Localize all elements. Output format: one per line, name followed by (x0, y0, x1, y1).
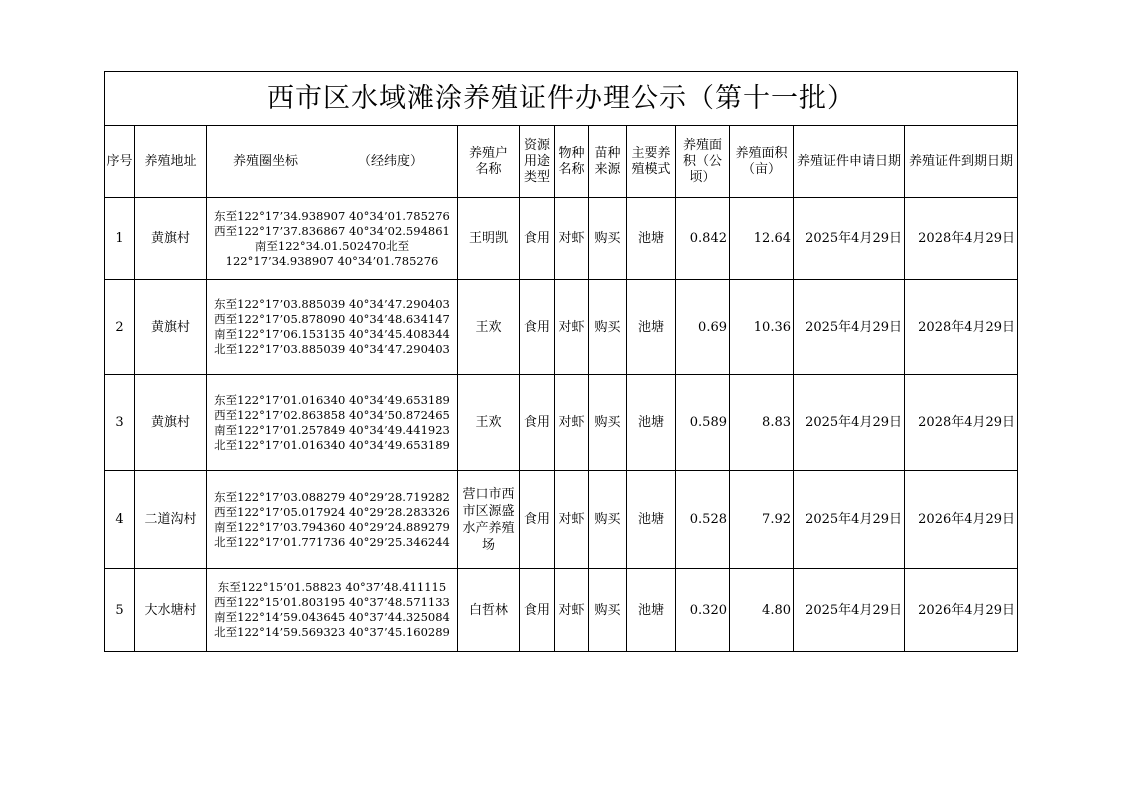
permit-table (104, 71, 1018, 652)
cell-address: 大水塘村 (135, 569, 207, 652)
cell-seq: 4 (105, 471, 135, 569)
coord-line: 东至122°17’34.938907 40°34’01.785276 (214, 208, 450, 223)
cell-seq: 2 (105, 280, 135, 375)
cell-area-ha: 0.528 (676, 471, 730, 569)
cell-address: 黄旗村 (135, 375, 207, 471)
header-coords-label: 养殖圈坐标 (233, 153, 299, 169)
cell-apply-date: 2025年4月29日 (794, 280, 905, 375)
cell-area-ha: 0.589 (676, 375, 730, 471)
coord-line: 南至122°34.01.502470北至 (254, 238, 410, 253)
cell-area-mu: 10.36 (730, 280, 794, 375)
cell-resource-use: 食用 (520, 280, 555, 375)
cell-species: 对虾 (555, 569, 589, 652)
coord-line: 北至122°17’01.016340 40°34’49.653189 (214, 437, 450, 452)
cell-seed-source: 购买 (589, 198, 627, 280)
header-coords-unit: （经纬度） (358, 153, 424, 169)
header-area-ha: 养殖面积（公顷） (676, 126, 730, 198)
cell-owner: 王欢 (458, 280, 520, 375)
cell-owner: 白哲林 (458, 569, 520, 652)
cell-area-mu: 4.80 (730, 569, 794, 652)
coord-line: 西至122°17’02.863858 40°34’50.872465 (214, 407, 450, 422)
header-species: 物种名称 (555, 126, 589, 198)
document-sheet (104, 71, 1017, 652)
cell-seed-source: 购买 (589, 375, 627, 471)
cell-seed-source: 购买 (589, 471, 627, 569)
header-apply-date: 养殖证件申请日期 (794, 126, 905, 198)
cell-expire-date: 2028年4月29日 (905, 198, 1018, 280)
cell-expire-date: 2026年4月29日 (905, 471, 1018, 569)
coord-line: 北至122°17’03.885039 40°34’47.290403 (214, 342, 450, 356)
cell-expire-date: 2028年4月29日 (905, 375, 1018, 471)
page-title: 西市区水域滩涂养殖证件办理公示（第十一批） (105, 72, 1018, 126)
cell-area-mu: 7.92 (730, 471, 794, 569)
coord-line: 西至122°17’37.836867 40°34’02.594861 (214, 223, 450, 238)
table-header-row (105, 126, 1018, 198)
cell-coords (207, 569, 458, 652)
cell-seq: 3 (105, 375, 135, 471)
coord-line: 东至122°17’03.088279 40°29’28.719282 (214, 489, 450, 504)
header-expire-date: 养殖证件到期日期 (905, 126, 1018, 198)
coord-line: 东至122°17’03.885039 40°34’47.290403 (214, 297, 450, 311)
cell-area-ha: 0.320 (676, 569, 730, 652)
cell-mode: 池塘 (627, 198, 676, 280)
cell-area-mu: 8.83 (730, 375, 794, 471)
coord-line: 南至122°14’59.043645 40°37’44.325084 (214, 610, 450, 624)
cell-coords (207, 198, 458, 280)
cell-apply-date: 2025年4月29日 (794, 569, 905, 652)
cell-mode: 池塘 (627, 471, 676, 569)
coord-line: 南至122°17’01.257849 40°34’49.441923 (214, 422, 450, 437)
cell-mode: 池塘 (627, 280, 676, 375)
cell-coords (207, 375, 458, 471)
cell-seed-source: 购买 (589, 569, 627, 652)
cell-seed-source: 购买 (589, 280, 627, 375)
coord-line: 北至122°14’59.569323 40°37’45.160289 (214, 625, 450, 639)
coord-line: 西至122°17’05.017924 40°29’28.283326 (214, 504, 450, 519)
cell-coords (207, 280, 458, 375)
cell-seq: 5 (105, 569, 135, 652)
cell-area-ha: 0.842 (676, 198, 730, 280)
cell-mode: 池塘 (627, 375, 676, 471)
cell-owner: 营口市西市区源盛水产养殖场 (458, 471, 520, 569)
coord-line: 东至122°17’01.016340 40°34’49.653189 (214, 392, 450, 407)
coord-line: 南至122°17’03.794360 40°29’24.889279 (214, 519, 450, 534)
cell-address: 黄旗村 (135, 280, 207, 375)
table-row (105, 375, 1018, 471)
table-row (105, 569, 1018, 652)
header-mode: 主要养殖模式 (627, 126, 676, 198)
coord-line: 北至122°17’01.771736 40°29’25.346244 (214, 534, 450, 549)
cell-address: 二道沟村 (135, 471, 207, 569)
header-seed-source: 苗种来源 (589, 126, 627, 198)
coord-line: 南至122°17’06.153135 40°34’45.408344 (214, 327, 450, 341)
cell-species: 对虾 (555, 375, 589, 471)
coord-line: 东至122°15’01.58823 40°37’48.411115 (217, 580, 447, 594)
coord-line: 西至122°15’01.803195 40°37’48.571133 (214, 595, 450, 609)
cell-species: 对虾 (555, 280, 589, 375)
cell-seq: 1 (105, 198, 135, 280)
cell-owner: 王欢 (458, 375, 520, 471)
cell-apply-date: 2025年4月29日 (794, 471, 905, 569)
cell-area-mu: 12.64 (730, 198, 794, 280)
table-row (105, 471, 1018, 569)
header-address: 养殖地址 (135, 126, 207, 198)
header-resource-use: 资源用途类型 (520, 126, 555, 198)
cell-resource-use: 食用 (520, 569, 555, 652)
cell-mode: 池塘 (627, 569, 676, 652)
header-area-mu: 养殖面积（亩） (730, 126, 794, 198)
cell-expire-date: 2026年4月29日 (905, 569, 1018, 652)
cell-apply-date: 2025年4月29日 (794, 198, 905, 280)
cell-species: 对虾 (555, 471, 589, 569)
table-row (105, 280, 1018, 375)
cell-address: 黄旗村 (135, 198, 207, 280)
header-seq: 序号 (105, 126, 135, 198)
cell-species: 对虾 (555, 198, 589, 280)
table-row (105, 198, 1018, 280)
header-owner: 养殖户名称 (458, 126, 520, 198)
cell-area-ha: 0.69 (676, 280, 730, 375)
header-coords (207, 126, 458, 198)
coord-line: 122°17’34.938907 40°34’01.785276 (225, 253, 439, 268)
cell-resource-use: 食用 (520, 375, 555, 471)
cell-owner: 王明凯 (458, 198, 520, 280)
cell-expire-date: 2028年4月29日 (905, 280, 1018, 375)
cell-apply-date: 2025年4月29日 (794, 375, 905, 471)
coord-line: 西至122°17’05.878090 40°34’48.634147 (214, 312, 450, 326)
cell-resource-use: 食用 (520, 198, 555, 280)
cell-resource-use: 食用 (520, 471, 555, 569)
cell-coords (207, 471, 458, 569)
